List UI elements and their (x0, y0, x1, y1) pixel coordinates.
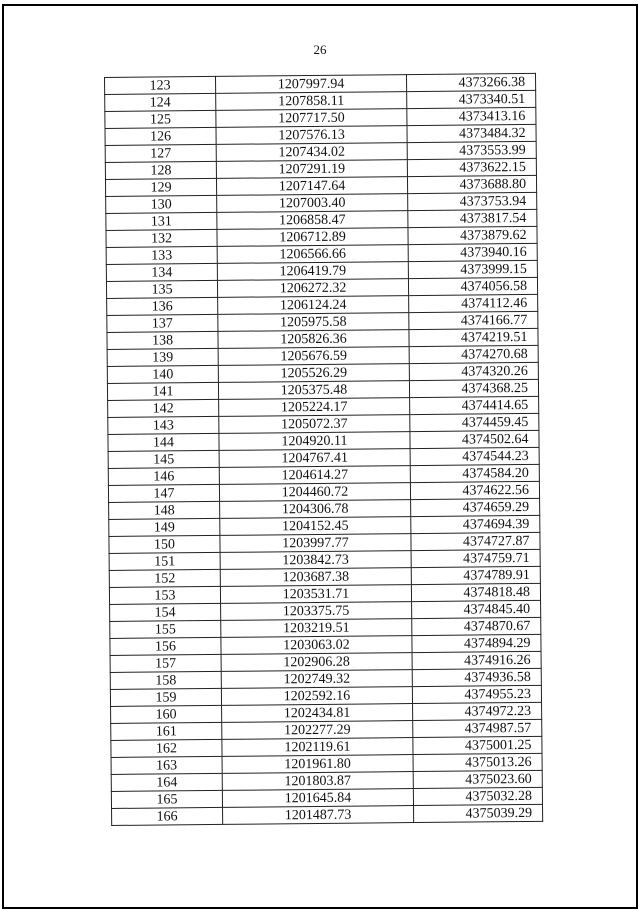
x-coordinate-cell: 1204460.72 (219, 483, 410, 502)
y-coordinate-cell: 4373340.51 (407, 90, 536, 108)
point-number-cell: 164 (111, 773, 222, 791)
point-number-cell: 160 (111, 705, 222, 723)
y-coordinate-cell: 4373999.15 (408, 260, 537, 278)
point-number-cell: 140 (107, 365, 218, 383)
x-coordinate-cell: 1207997.94 (215, 75, 406, 94)
x-coordinate-cell: 1205826.36 (218, 330, 409, 349)
y-coordinate-cell: 4374759.71 (411, 549, 540, 567)
y-coordinate-cell: 4374166.77 (409, 311, 538, 329)
x-coordinate-cell: 1207858.11 (216, 92, 407, 111)
y-coordinate-cell: 4375023.60 (413, 770, 542, 788)
y-coordinate-cell: 4374659.29 (411, 498, 540, 516)
x-coordinate-cell: 1203219.51 (221, 619, 412, 638)
x-coordinate-cell: 1201487.73 (223, 806, 414, 825)
x-coordinate-cell: 1202749.32 (221, 670, 412, 689)
x-coordinate-cell: 1204306.78 (220, 500, 411, 519)
x-coordinate-cell: 1202277.29 (222, 721, 413, 740)
y-coordinate-cell: 4374219.51 (409, 328, 538, 346)
x-coordinate-cell: 1205526.29 (218, 364, 409, 383)
y-coordinate-cell: 4373879.62 (408, 226, 537, 244)
document-page (2, 4, 638, 909)
point-number-cell: 155 (110, 620, 221, 638)
point-number-cell: 127 (105, 144, 216, 162)
x-coordinate-cell: 1201961.80 (222, 755, 413, 774)
y-coordinate-cell: 4374056.58 (408, 277, 537, 295)
x-coordinate-cell: 1206124.24 (218, 296, 409, 315)
point-number-cell: 150 (109, 535, 220, 553)
x-coordinate-cell: 1204767.41 (219, 449, 410, 468)
point-number-cell: 138 (107, 331, 218, 349)
y-coordinate-cell: 4373484.32 (407, 124, 536, 142)
point-number-cell: 163 (111, 756, 222, 774)
x-coordinate-cell: 1206566.66 (217, 245, 408, 264)
y-coordinate-cell: 4373688.80 (407, 175, 536, 193)
x-coordinate-cell: 1203531.71 (220, 585, 411, 604)
point-number-cell: 141 (107, 382, 218, 400)
y-coordinate-cell: 4373753.94 (408, 192, 537, 210)
y-coordinate-cell: 4374270.68 (409, 345, 538, 363)
y-coordinate-cell: 4374544.23 (410, 447, 539, 465)
x-coordinate-cell: 1205676.59 (218, 347, 409, 366)
x-coordinate-cell: 1206419.79 (217, 262, 408, 281)
point-number-cell: 159 (110, 688, 221, 706)
point-number-cell: 135 (106, 280, 217, 298)
y-coordinate-cell: 4375001.25 (413, 736, 542, 754)
y-coordinate-cell: 4374845.40 (412, 600, 541, 618)
y-coordinate-cell: 4374936.58 (412, 668, 541, 686)
point-number-cell: 123 (105, 76, 216, 94)
y-coordinate-cell: 4373413.16 (407, 107, 536, 125)
x-coordinate-cell: 1205072.37 (219, 415, 410, 434)
x-coordinate-cell: 1203687.38 (220, 568, 411, 587)
point-number-cell: 129 (105, 178, 216, 196)
y-coordinate-cell: 4374584.20 (410, 464, 539, 482)
point-number-cell: 161 (111, 722, 222, 740)
point-number-cell: 156 (110, 637, 221, 655)
x-coordinate-cell: 1202592.16 (221, 687, 412, 706)
x-coordinate-cell: 1201645.84 (222, 789, 413, 808)
x-coordinate-cell: 1203842.73 (220, 551, 411, 570)
point-number-cell: 125 (105, 110, 216, 128)
point-number-cell: 147 (108, 484, 219, 502)
point-number-cell: 139 (107, 348, 218, 366)
point-number-cell: 130 (106, 195, 217, 213)
x-coordinate-cell: 1204614.27 (219, 466, 410, 485)
point-number-cell: 151 (109, 552, 220, 570)
point-number-cell: 124 (105, 93, 216, 111)
y-coordinate-cell: 4374818.48 (411, 583, 540, 601)
point-number-cell: 154 (110, 603, 221, 621)
page-number: 26 (313, 42, 327, 57)
x-coordinate-cell: 1207434.02 (216, 143, 407, 162)
point-number-cell: 134 (106, 263, 217, 281)
x-coordinate-cell: 1205375.48 (218, 381, 409, 400)
y-coordinate-cell: 4374368.25 (409, 379, 538, 397)
point-number-cell: 128 (105, 161, 216, 179)
table-row (112, 804, 543, 825)
point-number-cell: 157 (110, 654, 221, 672)
y-coordinate-cell: 4375013.26 (413, 753, 542, 771)
y-coordinate-cell: 4374622.56 (410, 481, 539, 499)
x-coordinate-cell: 1203375.75 (221, 602, 412, 621)
point-number-cell: 145 (108, 450, 219, 468)
x-coordinate-cell: 1207003.40 (217, 194, 408, 213)
point-number-cell: 137 (107, 314, 218, 332)
y-coordinate-cell: 4374320.26 (409, 362, 538, 380)
x-coordinate-cell: 1207717.50 (216, 109, 407, 128)
y-coordinate-cell: 4374870.67 (412, 617, 541, 635)
x-coordinate-cell: 1201803.87 (222, 772, 413, 791)
x-coordinate-cell: 1207147.64 (216, 177, 407, 196)
y-coordinate-cell: 4374459.45 (410, 413, 539, 431)
point-number-cell: 146 (108, 467, 219, 485)
y-coordinate-cell: 4374972.23 (413, 702, 542, 720)
y-coordinate-cell: 4374894.29 (412, 634, 541, 652)
point-number-cell: 132 (106, 229, 217, 247)
y-coordinate-cell: 4374987.57 (413, 719, 542, 737)
x-coordinate-cell: 1205224.17 (219, 398, 410, 417)
point-number-cell: 166 (112, 807, 223, 825)
x-coordinate-cell: 1202119.61 (222, 738, 413, 757)
y-coordinate-cell: 4374955.23 (412, 685, 541, 703)
point-number-cell: 142 (108, 399, 219, 417)
x-coordinate-cell: 1207576.13 (216, 126, 407, 145)
y-coordinate-cell: 4374112.46 (409, 294, 538, 312)
y-coordinate-cell: 4373940.16 (408, 243, 537, 261)
point-number-cell: 152 (109, 569, 220, 587)
point-number-cell: 133 (106, 246, 217, 264)
y-coordinate-cell: 4375032.28 (413, 787, 542, 805)
x-coordinate-cell: 1206712.89 (217, 228, 408, 247)
point-number-cell: 162 (111, 739, 222, 757)
coordinates-table-body (105, 73, 543, 825)
x-coordinate-cell: 1202434.81 (222, 704, 413, 723)
point-number-cell: 165 (111, 790, 222, 808)
point-number-cell: 144 (108, 433, 219, 451)
point-number-cell: 158 (110, 671, 221, 689)
y-coordinate-cell: 4375039.29 (414, 804, 543, 822)
y-coordinate-cell: 4373266.38 (406, 73, 535, 91)
point-number-cell: 136 (107, 297, 218, 315)
point-number-cell: 126 (105, 127, 216, 145)
point-number-cell: 131 (106, 212, 217, 230)
point-number-cell: 143 (108, 416, 219, 434)
point-number-cell: 149 (109, 518, 220, 536)
y-coordinate-cell: 4373553.99 (407, 141, 536, 159)
y-coordinate-cell: 4373817.54 (408, 209, 537, 227)
x-coordinate-cell: 1203997.77 (220, 534, 411, 553)
y-coordinate-cell: 4374694.39 (411, 515, 540, 533)
x-coordinate-cell: 1207291.19 (216, 160, 407, 179)
point-number-cell: 153 (109, 586, 220, 604)
coordinates-table (104, 73, 543, 826)
y-coordinate-cell: 4374727.87 (411, 532, 540, 550)
point-number-cell: 148 (109, 501, 220, 519)
y-coordinate-cell: 4374789.91 (411, 566, 540, 584)
x-coordinate-cell: 1202906.28 (221, 653, 412, 672)
y-coordinate-cell: 4374916.26 (412, 651, 541, 669)
x-coordinate-cell: 1206858.47 (217, 211, 408, 230)
x-coordinate-cell: 1205975.58 (218, 313, 409, 332)
x-coordinate-cell: 1204920.11 (219, 432, 410, 451)
x-coordinate-cell: 1204152.45 (220, 517, 411, 536)
x-coordinate-cell: 1206272.32 (217, 279, 408, 298)
y-coordinate-cell: 4373622.15 (407, 158, 536, 176)
y-coordinate-cell: 4374414.65 (410, 396, 539, 414)
x-coordinate-cell: 1203063.02 (221, 636, 412, 655)
y-coordinate-cell: 4374502.64 (410, 430, 539, 448)
